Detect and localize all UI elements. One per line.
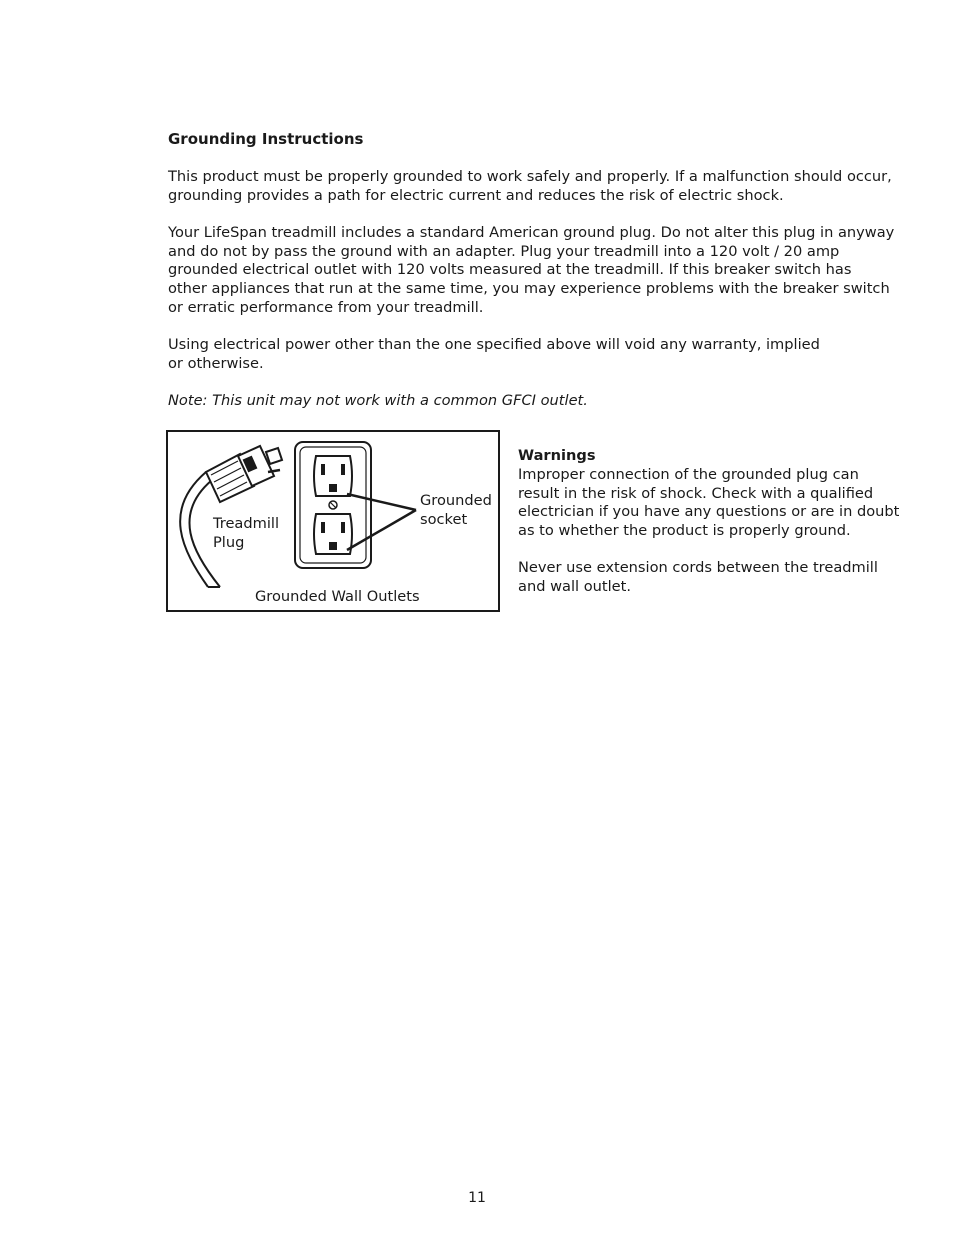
text-line: grounding provides a path for electric current and reduces the risk of electric shock. xyxy=(168,186,784,204)
text-line: This product must be properly grounded to work safely and properly. If a malfunction should occur, xyxy=(168,168,892,185)
extension-cord-warning xyxy=(518,559,908,596)
text-line: Never use extension cords between the treadmill xyxy=(518,559,878,576)
figure-caption: Grounded Wall Outlets xyxy=(255,588,420,605)
text-line: Note: This unit may not work with a common GFCI outlet. xyxy=(168,392,588,409)
outlet-figure xyxy=(166,430,500,612)
socket-label xyxy=(420,491,492,529)
text-line: or erratic performance from your treadmill. xyxy=(168,298,484,316)
wall-outlet-icon xyxy=(295,442,371,568)
text-line: and do not by pass the ground with an adapter. Plug your treadmill into a 120 volt / 20 amp xyxy=(168,242,840,260)
text-line: Improper connection of the grounded plug can xyxy=(518,466,859,483)
treadmill-plug-icon xyxy=(206,446,282,502)
section-heading: Grounding Instructions xyxy=(168,130,364,148)
text-line: other appliances that run at the same time, you may experience problems with the breaker switch xyxy=(168,280,890,298)
warnings-paragraph xyxy=(518,466,908,541)
gfci-note xyxy=(168,392,903,411)
page-number: 11 xyxy=(468,1190,486,1206)
label-line: Grounded xyxy=(420,492,492,509)
text-line: or otherwise. xyxy=(168,354,264,372)
label-line: Plug xyxy=(213,534,245,551)
text-line: and wall outlet. xyxy=(518,577,632,595)
label-line: socket xyxy=(420,511,468,528)
plug-label xyxy=(213,514,279,552)
grounding-paragraph xyxy=(168,168,903,205)
text-line: as to whether the product is properly ground. xyxy=(518,522,851,540)
warnings-title: Warnings xyxy=(518,447,596,464)
plug-paragraph xyxy=(168,224,903,318)
warranty-paragraph xyxy=(168,336,903,373)
text-line: Using electrical power other than the one specified above will void any warranty, implied xyxy=(168,336,820,353)
text-line: result in the risk of shock. Check with a qualified xyxy=(518,484,874,502)
text-line: electrician if you have any questions or are in doubt xyxy=(518,503,900,521)
text-line: grounded electrical outlet with 120 volts measured at the treadmill. If this breaker switch has xyxy=(168,261,852,279)
label-line: Treadmill xyxy=(213,515,280,532)
text-line: Your LifeSpan treadmill includes a standard American ground plug. Do not alter this plug in anyway xyxy=(168,224,895,241)
